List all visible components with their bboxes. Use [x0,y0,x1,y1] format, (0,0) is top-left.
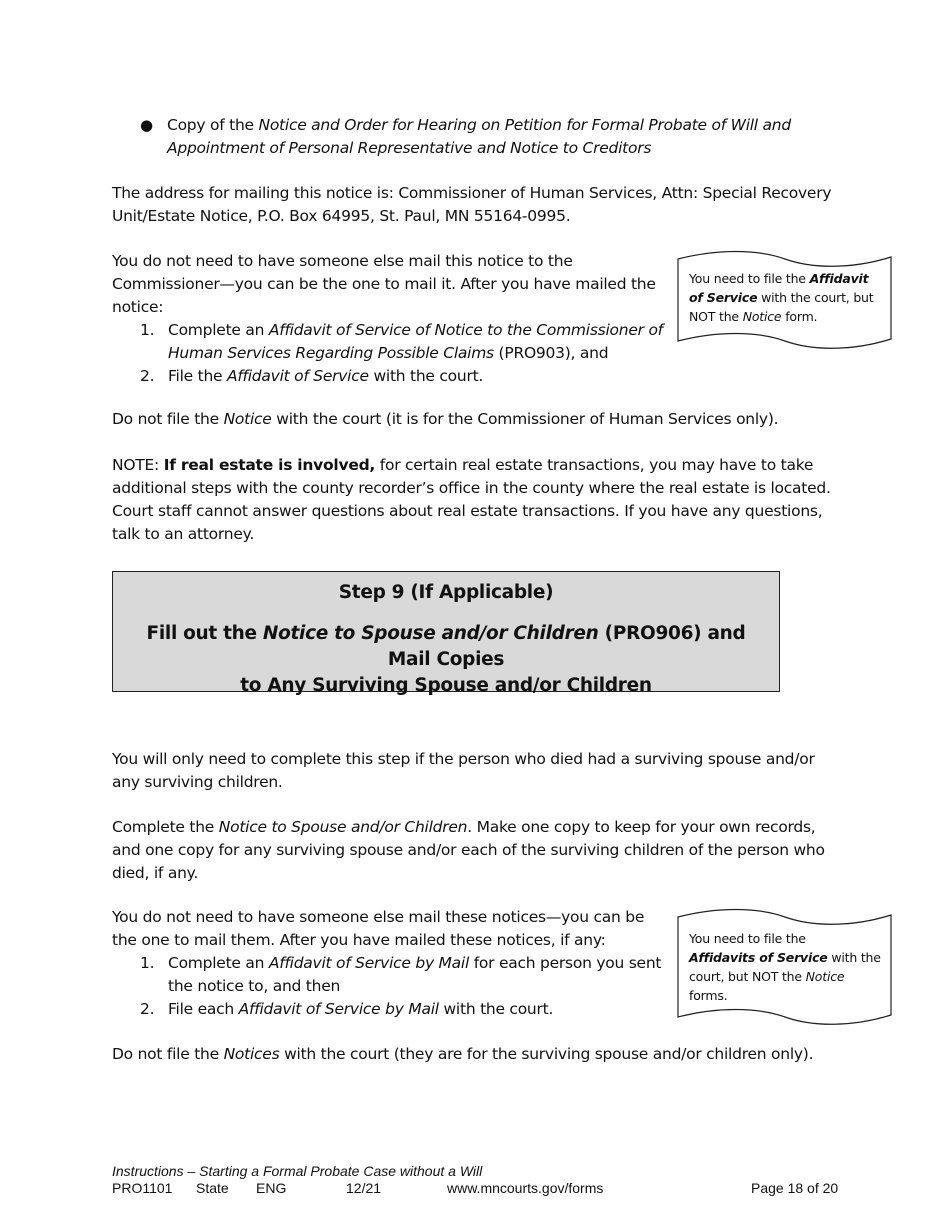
list-number: 2. [140,1000,155,1018]
list-item [140,952,672,998]
step-sub-line: to Any Surviving Spouse and/or Children [240,675,652,696]
note-bold: If real estate is involved, [163,456,376,474]
ordered-list [112,319,672,388]
step-heading-box [112,571,780,696]
list-item [140,998,672,1021]
bullet-icon: ● [140,116,153,134]
note-text: additional steps with the county recorder’s office in the county where the real estate is located. [112,479,831,497]
step-sub-part: Fill out the [146,623,263,644]
step-text: Complete an [168,954,269,972]
step-text: with the court. [438,1000,554,1018]
footer-language: ENG [256,1180,287,1196]
ordered-list [112,952,672,1021]
step-text: Complete an [168,321,269,339]
paragraph-line: died, if any. [112,864,199,882]
callout-part: NOT the [689,309,743,324]
list-number: 1. [140,954,155,972]
footer-website: www.mncourts.gov/forms [447,1180,604,1196]
paragraph-line: and one copy for any surviving spouse and/or each of the surviving children of the person who [112,841,825,859]
bullet-list [140,114,840,160]
text-emphasis: Notice [223,410,272,428]
form-title-cont: Appointment of Personal Representative and Notice to Creditors [167,139,652,157]
do-not-file-notice [112,408,852,431]
callout-emphasis: of Service [689,290,758,305]
note-text: Court staff cannot answer questions about real estate transactions. If you have any questions, [112,502,823,520]
note-text: for certain real estate transactions, you may have to take [375,456,814,474]
step-text: (PRO903), and [493,344,609,362]
do-not-file-notices [112,1043,857,1066]
callout-emphasis: Notice [742,309,782,324]
list-item [140,319,672,365]
spouse-mailing-instructions [112,906,672,1021]
intro-line: You do not need to have someone else mail this notice to the [112,252,573,270]
intro-line: Commissioner—you can be the one to mail it. After you have mailed the [112,275,656,293]
note-text: talk to an attorney. [112,525,255,543]
step-text: File the [168,367,227,385]
footer-form-code: PRO1101 [112,1180,173,1196]
callout-emphasis: Notice [805,969,845,984]
form-title: Affidavit of Service of Notice to the Commissioner of [268,321,663,339]
text-part: Do not file the [112,410,224,428]
form-title: Notice to Spouse and/or Children [218,818,468,836]
step-text: with the court. [368,367,484,385]
form-title: Notice and Order for Hearing on Petition for Formal Probate of Will and [258,116,791,134]
commissioner-instructions [112,250,672,388]
intro-line: notice: [112,298,164,316]
callout-part: with the court, but [757,290,874,305]
text-part: with the court (it is for the Commissioner of Human Services only). [271,410,779,428]
text-part: Do not file the [112,1045,224,1063]
callout-part: form. [781,309,818,324]
address-line: Unit/Estate Notice, P.O. Box 64995, St. Paul, MN 55164-0995. [112,207,571,225]
paragraph-line: any surviving children. [112,773,283,791]
footer-jurisdiction: State [196,1180,229,1196]
callout-part: with the [827,950,881,965]
callout-part: You need to file the [689,271,810,286]
applicability-paragraph [112,748,857,794]
step-text: File each [168,1000,239,1018]
callout-emphasis: Affidavit [809,271,869,286]
footer-title: Instructions – Starting a Formal Probate Case without a Will [112,1163,483,1179]
callout-note [677,907,893,1025]
form-title-cont: Human Services Regarding Possible Claims [168,344,494,362]
step-text: the notice to, and then [168,977,341,995]
form-title: Affidavit of Service by Mail [268,954,470,972]
step-title: Step 9 (If Applicable) [338,582,554,603]
note-label: NOTE: [112,456,164,474]
callout-text [689,929,887,1005]
real-estate-note [112,454,857,546]
address-line: The address for mailing this notice is: Commissioner of Human Services, Attn: Special Recovery [112,184,832,202]
paragraph-line: You will only need to complete this step if the person who died had a surviving spouse and/or [112,750,815,768]
callout-part: forms. [689,988,728,1003]
step-sub-part: (PRO906) and Mail Copies [387,623,746,670]
list-item [140,114,840,160]
callout-part: You need to file the [689,931,806,946]
address-paragraph [112,182,852,228]
complete-notice-paragraph [112,816,857,885]
text-part: . Make one copy to keep for your own records, [467,818,816,836]
footer-revision: 12/21 [346,1180,382,1196]
text-part: with the court (they are for the surviving spouse and/or children only). [279,1045,814,1063]
callout-part: court, but NOT the [689,969,806,984]
intro-line: the one to mail them. After you have mailed these notices, if any: [112,931,606,949]
callout-text [689,269,887,326]
list-number: 1. [140,321,155,339]
list-item [140,365,672,388]
list-number: 2. [140,367,155,385]
bullet-lead: Copy of the [167,116,259,134]
text-emphasis: Notices [223,1045,280,1063]
step-subtitle [113,621,779,699]
step-text: for each person you sent [469,954,662,972]
intro-line: You do not need to have someone else mail these notices—you can be [112,908,645,926]
step-sub-emphasis: Notice to Spouse and/or Children [262,623,599,644]
footer-page-number: Page 18 of 20 [751,1180,839,1196]
text-part: Complete the [112,818,219,836]
callout-note [677,249,893,349]
page-footer [112,1163,842,1197]
form-title: Affidavit of Service [226,367,369,385]
form-title: Affidavit of Service by Mail [238,1000,439,1018]
callout-emphasis: Affidavits of Service [689,950,828,965]
